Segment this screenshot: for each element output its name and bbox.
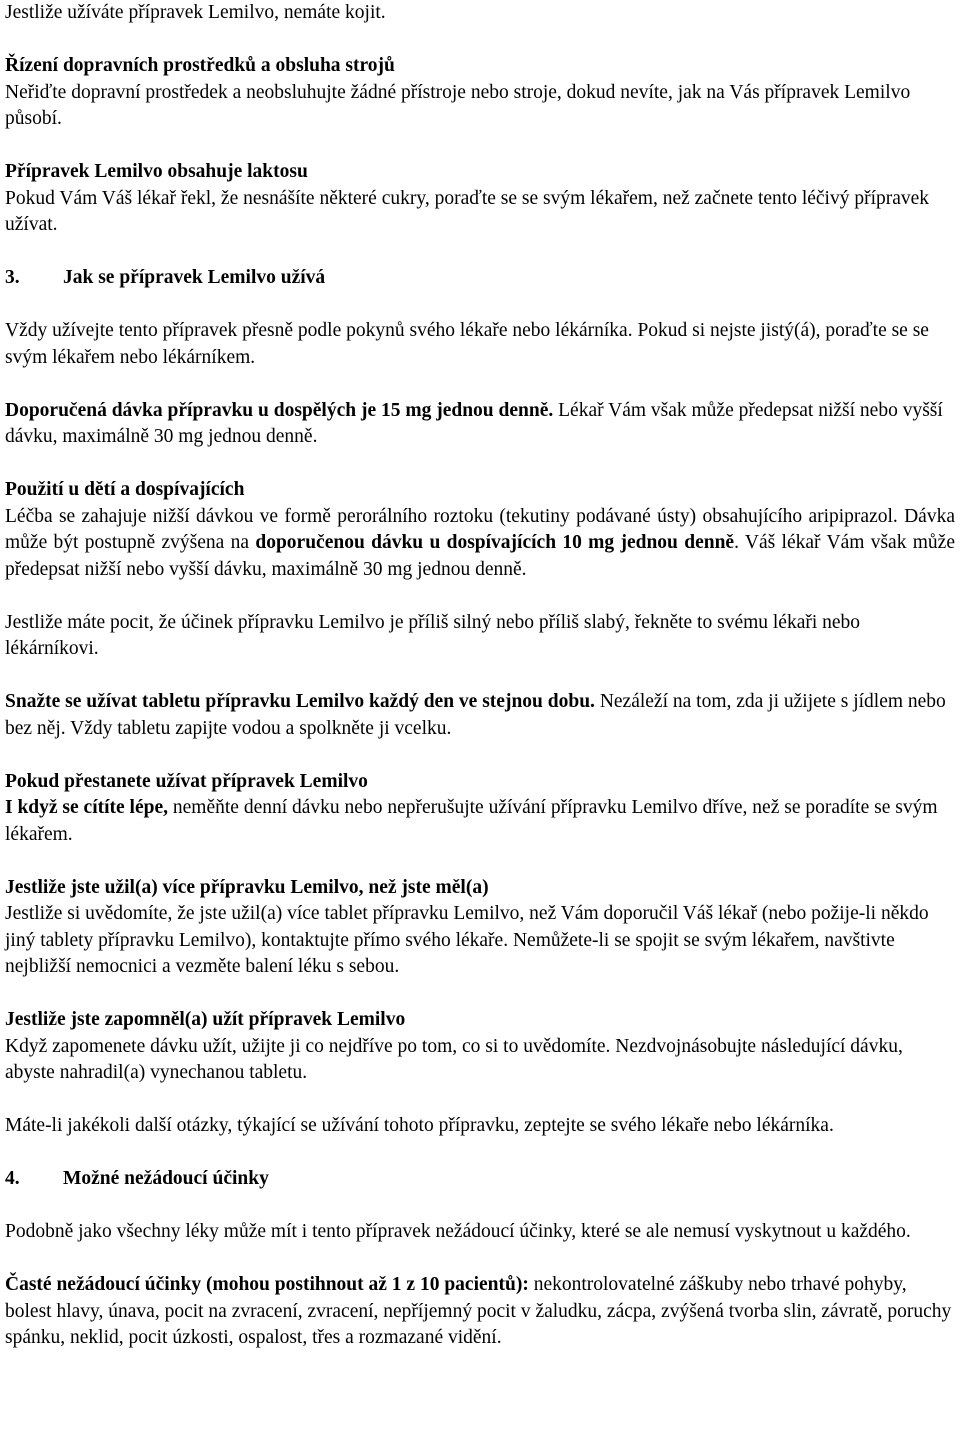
overdose-text: Jestliže si uvědomíte, že jste užil(a) více tablet přípravku Lemilvo, než Vám doporučil Váš lékař (nebo požije-li někdo jiný tablety přípravku Lemilvo), kontaktujte přímo svého lékaře. Nemůžete-li se spojit se svým lékařem, navštivte nejbližší nemocnici a vezměte balení léku s sebou. bbox=[5, 903, 929, 977]
section-3-heading bbox=[5, 265, 955, 292]
same-time-bold: Snažte se užívat tabletu přípravku Lemilvo každý den ve stejnou dobu. bbox=[5, 691, 595, 712]
overdose-heading: Jestliže jste užil(a) více přípravku Lemilvo, než jste měl(a) bbox=[5, 876, 489, 898]
common-side-effects: Časté nežádoucí účinky (mohou postihnout až 1 z 10 pacientů): nekontrolovatelné záškuby nebo trhavé pohyby, bolest hlavy, únava, pocit na zvracení, zvracení, nepříjemný pocit v žaludku, zácpa, zvýšená tvorba slin, závratě, poruchy spánku, neklid, pocit úzkosti, ospalost, třes a rozmazané vidění. bbox=[5, 1274, 952, 1348]
forgot-text: Když zapomenete dávku užít, užijte ji co nejdříve po tom, co si to uvědomíte. Nezdvojnásobujte následující dávku, abyste nahradil(a) vynechanou tabletu. bbox=[5, 1035, 903, 1083]
section-3-title: Jak se přípravek Lemilvo užívá bbox=[63, 267, 326, 288]
effect-strength-note: Jestliže máte pocit, že účinek přípravku Lemilvo je příliš silný nebo příliš slabý, řekněte to svému lékaři nebo lékárníkovi. bbox=[5, 611, 861, 659]
children-heading: Použití u dětí a dospívajících bbox=[5, 479, 245, 500]
adult-dose-paragraph bbox=[5, 398, 955, 451]
driving-text: Neřiďte dopravní prostředek a neobsluhujte žádné přístroje nebo stroje, dokud nevíte, jak na Vás přípravek Lemilvo působí. bbox=[5, 81, 911, 129]
stop-bold: I když se cítíte lépe, bbox=[5, 797, 169, 818]
common-side-effects-bold: Časté nežádoucí účinky (mohou postihnout až 1 z 10 pacientů): bbox=[5, 1274, 529, 1295]
stop-heading: Pokud přestanete užívat přípravek Lemilvo bbox=[5, 770, 368, 792]
questions-note: Máte-li jakékoli další otázky, týkající se užívání tohoto přípravku, zeptejte se svého lékaře nebo lékárníka. bbox=[5, 1115, 834, 1136]
children-text: Léčba se zahajuje nižší dávkou ve formě perorálního roztoku (tekutiny podávané ústy) obsahujícího aripiprazol. Dávka může být postupně zvýšena na doporučenou dávku u dospívajících 10 mg jednou denně. Váš lékař Vám však může předepsat nižší nebo vyšší dávku, maximálně 30 mg jednou denně. bbox=[5, 505, 955, 580]
section-4-title: Možné nežádoucí účinky bbox=[63, 1168, 269, 1189]
forgot-heading: Jestliže jste zapomněl(a) užít přípravek Lemilvo bbox=[5, 1009, 406, 1030]
stop-text: I když se cítíte lépe, neměňte denní dávku nebo nepřerušujte užívání přípravku Lemilvo dříve, než se poradíte se svým lékařem. bbox=[5, 797, 938, 845]
dosage-instructions: Vždy užívejte tento přípravek přesně podle pokynů svého lékaře nebo lékárníka. Pokud si nejste jistý(á), poraďte se se svým lékařem nebo lékárníkem. bbox=[5, 320, 929, 368]
side-effects-intro: Podobně jako všechny léky může mít i tento přípravek nežádoucí účinky, které se ale nemusí vyskytnout u každého. bbox=[5, 1221, 911, 1242]
section-3-number: 3. bbox=[5, 267, 20, 288]
lactose-text: Pokud Vám Váš lékař řekl, že nesnášíte některé cukry, poraďte se se svým lékařem, než začnete tento léčivý přípravek užívat. bbox=[5, 187, 930, 235]
adult-dose-bold: Doporučená dávka přípravku u dospělých je 15 mg jednou denně. bbox=[5, 399, 554, 421]
children-dose-bold: doporučenou dávku u dospívajících 10 mg jednou denně bbox=[255, 532, 735, 553]
driving-heading: Řízení dopravních prostředků a obsluha strojů bbox=[5, 55, 395, 76]
same-time-paragraph: Snažte se užívat tabletu přípravku Lemilvo každý den ve stejnou dobu. Nezáleží na tom, zda ji užijete s jídlem nebo bez něj. Vždy tabletu zapijte vodou a spolkněte ji vcelku. bbox=[5, 691, 946, 739]
section-4-heading bbox=[5, 1166, 955, 1193]
breastfeeding-note: Jestliže užíváte přípravek Lemilvo, nemáte kojit. bbox=[5, 2, 386, 23]
adult-dose-rest: Lékař Vám však může předepsat nižší nebo vyšší dávku, maximálně 30 mg jednou denně. bbox=[5, 399, 943, 447]
section-4-number: 4. bbox=[5, 1168, 20, 1189]
lactose-heading: Přípravek Lemilvo obsahuje laktosu bbox=[5, 161, 308, 182]
document-page bbox=[5, 0, 955, 1352]
